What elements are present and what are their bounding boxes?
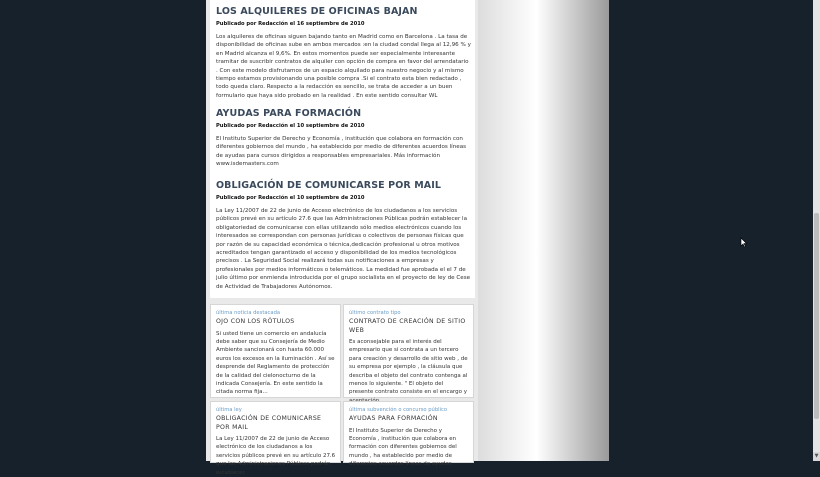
mouse-pointer-icon bbox=[741, 232, 747, 251]
article-oficinas bbox=[216, 6, 472, 100]
card-category-link[interactable]: última noticia destacada bbox=[216, 310, 281, 316]
card-title[interactable]: CONTRATO DE CREACIÓN DE SITIO WEB bbox=[349, 318, 466, 334]
card-title[interactable]: OBLIGACIÓN DE COMUNICARSE POR MAIL bbox=[216, 415, 322, 431]
card-category-link[interactable]: última ley bbox=[216, 407, 242, 413]
article-body: Los alquileres de oficinas siguen bajando tanto en Madrid como en Barcelona . La tasa de disponibilidad de oficinas sube en ambos mercados :en la ciudad condal llega al 12,96 % y en Madrid alcanza el 9,6%. En estos momentos puede ser especialmente interesante tramitar de suscribir contratos de alquiler con opción de compra en favor del arrendatario . Con este modelo disfrutamos de un espacio alquilado para nuestro negocio y al mismo tiempo estamos provisionando una posible compra .Si el contrato esta bien redactado , todo queda claro. Respecto a la redacción es sencillo, se trata de acceder a un buen formulario que haya sido probado en la realidad . En este sentido consultar WL bbox=[216, 34, 471, 99]
article-meta: Publicado por Redacción el 16 septiembre de 2010 bbox=[216, 21, 365, 27]
article-meta: Publicado por Redacción el 10 septiembre de 2010 bbox=[216, 123, 365, 129]
card-body: Si usted tiene un comercio en andalucía debe saber que su Consejería de Medio Ambiente sancionará con hasta 60.000 euros los excesos en la iluminación . Así se desprende del Reglamento de protección de la calidad del cielonocturno de la indicada Consejería. En este sentido la citada norma fija... bbox=[216, 330, 335, 396]
card-title[interactable]: AYUDAS PARA FORMACIÓN bbox=[349, 415, 438, 422]
article-meta: Publicado por Redacción el 10 septiembre de 2010 bbox=[216, 195, 365, 201]
card-ultima-subvencion bbox=[343, 401, 474, 468]
right-gradient-column bbox=[477, 0, 609, 461]
scroll-down-arrow-icon[interactable]: ▼ bbox=[814, 453, 819, 459]
card-body: La Ley 11/2007 de 22 de junio de Acceso electrónico de los ciudadanos a los servicios públicos prevé en su artículo 27.6 que las Administraciones Públicas podrán establecer bbox=[216, 436, 336, 476]
article-body: La Ley 11/2007 de 22 de junio de Acceso electrónico de los ciudadanos a los servicios públicos prevé en su artículo 27.6 que las Administraciones Públicas podrán establecer la obligatoriedad de comunicarse con ellas utilizando sólo medios electrónicos cuando los interesados se correspondan con personas jurídicas o colectivos de personas físicas que por razón de su capacidad económica o técnica,dedicación profesional u otros motivos acreditados tengan garantizado el acceso y disponibilidad de los medios tecnológicos precisos . La Seguridad Social realizará todas sus notificaciones a empresas y profesionales por medios informáticos o telemáticos. La medidad fue aprobada el el 7 de julio último por enmienda introducida por el grupo socialista en el proyecto de ley de Cese de Actividad de Trabajadores Autónomos. bbox=[216, 208, 471, 290]
article-title[interactable]: AYUDAS PARA FORMACIÓN bbox=[216, 108, 362, 119]
card-body: Es aconsejable para el interés del empresario que si contrata a un tercero para creación y desarrollo de sitio web , de su empresa por ejemplo , la cláusula que describa el objeto del contrato contenga al menos lo siguiente. " El objeto del presente contrato consiste en el encargo y bbox=[349, 339, 468, 396]
card-category-link[interactable]: último contrato tipo bbox=[349, 310, 401, 316]
article-comunicarse-mail bbox=[216, 180, 472, 291]
article-body: El Instituto Superior de Derecho y Economía , institución que colabora en formación con diferentes gobiernos del mundo , ha establecido por medio de diferentes acuerdos líneas de ayudas para cursos dirigidos a responsables empresariales. Más información www.isdemasters.com bbox=[216, 136, 467, 168]
article-title[interactable]: OBLIGACIÓN DE COMUNICARSE POR MAIL bbox=[216, 180, 442, 191]
card-ultima-noticia bbox=[210, 304, 341, 398]
card-body: El Instituto Superior de Derecho y Economía , institución que colabora en formación con diferentes gobiernos del mundo , ha establecido por medio de diferentes acuerdos líneas de ayudas bbox=[349, 427, 457, 468]
scrollbar-thumb[interactable] bbox=[814, 213, 819, 419]
article-title[interactable]: LOS ALQUILERES DE OFICINAS BAJAN bbox=[216, 6, 418, 17]
card-ultimo-contrato bbox=[343, 304, 474, 398]
card-ultima-ley bbox=[210, 401, 341, 476]
card-title[interactable]: OJO CON LOS RÓTULOS bbox=[216, 318, 295, 325]
article-formacion bbox=[216, 108, 472, 169]
card-category-link[interactable]: última subvención o concurso público bbox=[349, 407, 448, 413]
